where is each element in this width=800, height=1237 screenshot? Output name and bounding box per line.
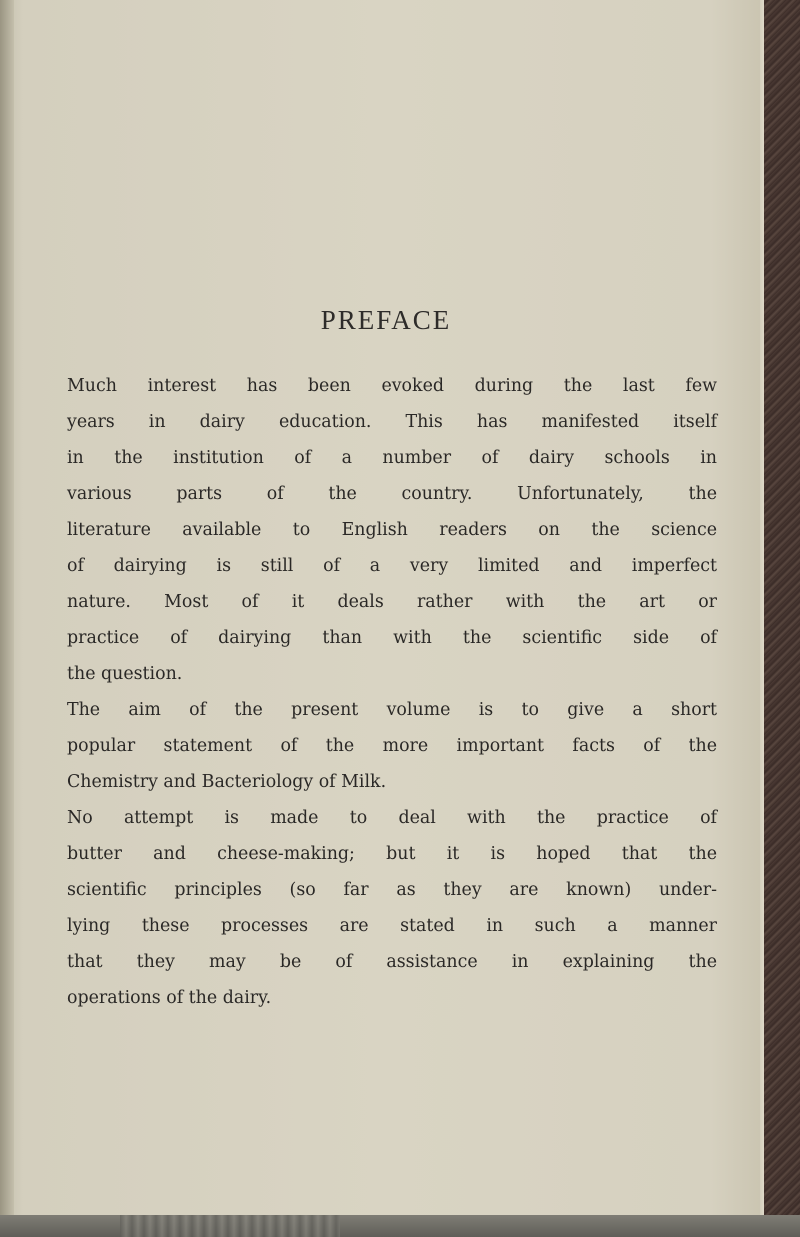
text-line: of dairying is still of a very limited and imperfect	[67, 556, 717, 576]
text-line: nature. Most of it deals rather with the art or	[67, 592, 717, 612]
text-line: No attempt is made to deal with the practice of	[67, 808, 717, 828]
text-line: years in dairy education. This has manifested itself	[67, 412, 717, 432]
text-line: popular statement of the more important facts of the	[67, 736, 717, 756]
paragraph-3	[67, 800, 717, 1016]
book-bottom-edge	[0, 1215, 800, 1237]
text-line: various parts of the country. Unfortunately, the	[67, 484, 717, 504]
text-line: scientific principles (so far as they are known) under-	[67, 880, 717, 900]
paragraph-2	[67, 692, 717, 800]
text-line: operations of the dairy.	[67, 988, 272, 1008]
text-line: in the institution of a number of dairy schools in	[67, 448, 717, 468]
book-cover-edge	[764, 0, 800, 1237]
text-line: lying these processes are stated in such a manner	[67, 916, 717, 936]
text-line: Chemistry and Bacteriology of Milk.	[67, 772, 387, 792]
text-line: practice of dairying than with the scientific side of	[67, 628, 717, 648]
preface-body	[67, 368, 717, 1016]
text-line: Much interest has been evoked during the last few	[67, 376, 717, 396]
text-line: the question.	[67, 664, 183, 684]
page-left-shadow	[0, 0, 14, 1218]
text-line: butter and cheese-making; but it is hoped that the	[67, 844, 717, 864]
page-title: PREFACE	[320, 305, 452, 335]
text-line: literature available to English readers on the science	[67, 520, 717, 540]
paragraph-1	[67, 368, 717, 692]
text-line: The aim of the present volume is to give a short	[67, 700, 717, 720]
text-line: that they may be of assistance in explaining the	[67, 952, 717, 972]
